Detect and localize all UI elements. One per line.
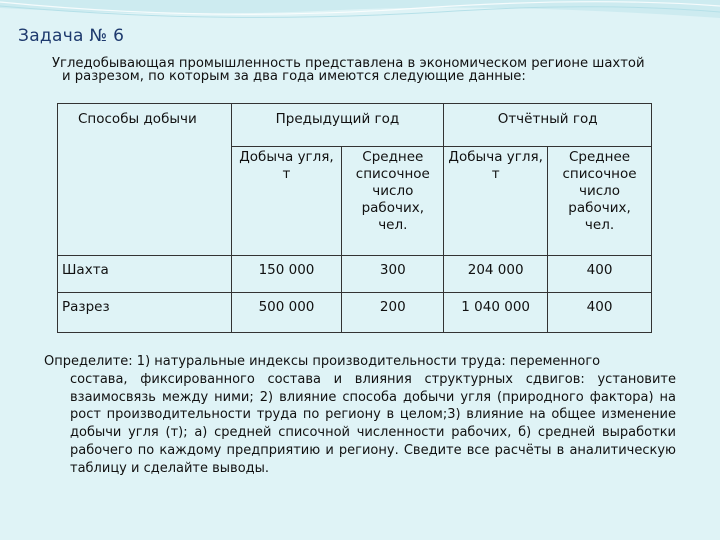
- subheader-coal-prev: Добыча угля, т: [231, 147, 342, 256]
- task-line-1: Определите: 1) натуральные индексы производительности труда: переменного: [44, 354, 601, 369]
- cell-coal-curr: 204 000: [444, 256, 548, 293]
- cell-workers-curr: 400: [548, 293, 652, 333]
- cell-coal-prev: 150 000: [231, 256, 342, 293]
- task-text: [44, 353, 676, 478]
- intro-line-2: и разрезом, по которым за два года имеются следующие данные:: [62, 69, 526, 84]
- intro-text: [52, 57, 692, 83]
- cell-workers-prev: 300: [342, 256, 444, 293]
- table-header-row: [58, 104, 652, 147]
- header-previous-year: Предыдущий год: [231, 104, 444, 147]
- subheader-workers-prev: Среднее списочное число рабочих, чел.: [342, 147, 444, 256]
- row-name: Шахта: [58, 256, 232, 293]
- subheader-workers-curr: Среднее списочное число рабочих, чел.: [548, 147, 652, 256]
- header-current-year: Отчётный год: [444, 104, 652, 147]
- cell-coal-prev: 500 000: [231, 293, 342, 333]
- subheader-coal-curr: Добыча угля, т: [444, 147, 548, 256]
- data-table: [57, 103, 652, 333]
- cell-workers-curr: 400: [548, 256, 652, 293]
- table-row: [58, 256, 652, 293]
- slide-title: Задача № 6: [18, 26, 125, 46]
- cell-coal-curr: 1 040 000: [444, 293, 548, 333]
- row-name: Разрез: [58, 293, 232, 333]
- cell-workers-prev: 200: [342, 293, 444, 333]
- header-methods: Способы добычи: [58, 104, 232, 256]
- task-body: состава, фиксированного состава и влияния структурных сдвигов: установите взаимосвязь между ними; 2) влияние способа добычи угля (природного фактора) на рост производительности труда по региону в целом;3) влияние на общее изменение добычи угля (т); а) средней списочной численности рабочих, б) средней выработки рабочего по каждому предприятию и региону. Сведите все расчёты в аналитическую таблицу и сделайте выводы.: [70, 371, 676, 476]
- intro-line-1: Угледобывающая промышленность представлена в экономическом регионе шахтой: [52, 56, 645, 71]
- table-row: [58, 293, 652, 333]
